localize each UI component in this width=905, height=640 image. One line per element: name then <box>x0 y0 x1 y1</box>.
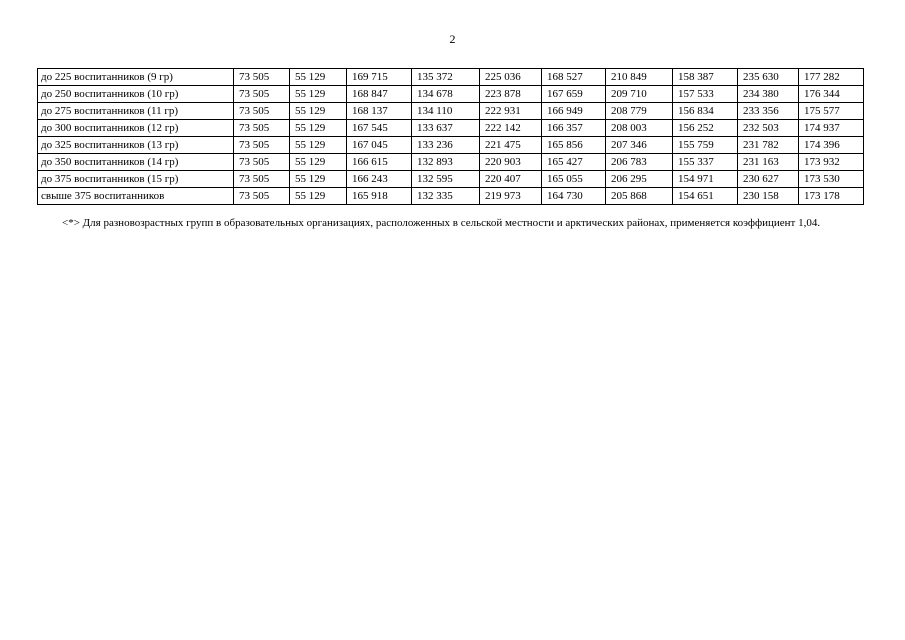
row-label: до 275 воспитанников (11 гр) <box>38 103 234 120</box>
table-cell: 207 346 <box>606 137 673 154</box>
table-cell: 166 615 <box>347 154 412 171</box>
row-label: до 250 воспитанников (10 гр) <box>38 86 234 103</box>
table-cell: 219 973 <box>480 188 542 205</box>
table-cell: 55 129 <box>290 69 347 86</box>
row-label: до 350 воспитанников (14 гр) <box>38 154 234 171</box>
table-cell: 55 129 <box>290 120 347 137</box>
table-cell: 156 834 <box>673 103 738 120</box>
table-body <box>38 69 864 205</box>
table-row <box>38 137 864 154</box>
table-row <box>38 103 864 120</box>
table-cell: 221 475 <box>480 137 542 154</box>
table-cell: 165 427 <box>542 154 606 171</box>
row-label: свыше 375 воспитанников <box>38 188 234 205</box>
table-row <box>38 86 864 103</box>
table-cell: 166 949 <box>542 103 606 120</box>
table-cell: 173 530 <box>799 171 864 188</box>
table-cell: 235 630 <box>738 69 799 86</box>
table-cell: 55 129 <box>290 154 347 171</box>
table-cell: 233 356 <box>738 103 799 120</box>
table-cell: 73 505 <box>234 86 290 103</box>
table-cell: 166 243 <box>347 171 412 188</box>
table-cell: 173 178 <box>799 188 864 205</box>
table-row <box>38 69 864 86</box>
table-cell: 222 931 <box>480 103 542 120</box>
table-cell: 73 505 <box>234 154 290 171</box>
table-cell: 132 893 <box>412 154 480 171</box>
table-cell: 231 782 <box>738 137 799 154</box>
table-cell: 168 847 <box>347 86 412 103</box>
table-row <box>38 171 864 188</box>
table-cell: 55 129 <box>290 86 347 103</box>
table-cell: 223 878 <box>480 86 542 103</box>
table-cell: 205 868 <box>606 188 673 205</box>
table-cell: 166 357 <box>542 120 606 137</box>
table-cell: 132 335 <box>412 188 480 205</box>
table-cell: 55 129 <box>290 137 347 154</box>
table-cell: 73 505 <box>234 188 290 205</box>
table-cell: 206 295 <box>606 171 673 188</box>
table-cell: 225 036 <box>480 69 542 86</box>
table-cell: 208 779 <box>606 103 673 120</box>
table-cell: 55 129 <box>290 171 347 188</box>
table-cell: 164 730 <box>542 188 606 205</box>
row-label: до 375 воспитанников (15 гр) <box>38 171 234 188</box>
table-cell: 134 678 <box>412 86 480 103</box>
table-cell: 73 505 <box>234 103 290 120</box>
table-row <box>38 120 864 137</box>
table-cell: 73 505 <box>234 120 290 137</box>
table-cell: 175 577 <box>799 103 864 120</box>
table-cell: 210 849 <box>606 69 673 86</box>
table-cell: 177 282 <box>799 69 864 86</box>
table-cell: 165 055 <box>542 171 606 188</box>
table-cell: 73 505 <box>234 171 290 188</box>
table-cell: 176 344 <box>799 86 864 103</box>
table-cell: 222 142 <box>480 120 542 137</box>
table-cell: 133 637 <box>412 120 480 137</box>
table-cell: 165 918 <box>347 188 412 205</box>
table-cell: 230 627 <box>738 171 799 188</box>
table-cell: 55 129 <box>290 188 347 205</box>
row-label: до 300 воспитанников (12 гр) <box>38 120 234 137</box>
table-cell: 234 380 <box>738 86 799 103</box>
table-cell: 154 651 <box>673 188 738 205</box>
table-cell: 155 759 <box>673 137 738 154</box>
table-cell: 174 937 <box>799 120 864 137</box>
table-cell: 157 533 <box>673 86 738 103</box>
table-cell: 73 505 <box>234 137 290 154</box>
table-cell: 169 715 <box>347 69 412 86</box>
table-cell: 167 659 <box>542 86 606 103</box>
table-cell: 174 396 <box>799 137 864 154</box>
table-cell: 168 527 <box>542 69 606 86</box>
table-cell: 173 932 <box>799 154 864 171</box>
footnote: <*> Для разновозрастных групп в образовательных организациях, расположенных в сельской местности и арктических районах, применяется коэффициент 1,04. <box>62 217 821 229</box>
table-cell: 156 252 <box>673 120 738 137</box>
page-number: 2 <box>449 32 456 46</box>
table-cell: 167 045 <box>347 137 412 154</box>
table-cell: 154 971 <box>673 171 738 188</box>
table-cell: 165 856 <box>542 137 606 154</box>
table-cell: 134 110 <box>412 103 480 120</box>
table-cell: 133 236 <box>412 137 480 154</box>
table-cell: 208 003 <box>606 120 673 137</box>
table-cell: 232 503 <box>738 120 799 137</box>
table-cell: 209 710 <box>606 86 673 103</box>
table-cell: 168 137 <box>347 103 412 120</box>
table-cell: 220 903 <box>480 154 542 171</box>
row-label: до 325 воспитанников (13 гр) <box>38 137 234 154</box>
table-cell: 158 387 <box>673 69 738 86</box>
table-cell: 230 158 <box>738 188 799 205</box>
norms-table <box>37 68 864 205</box>
table-cell: 231 163 <box>738 154 799 171</box>
row-label: до 225 воспитанников (9 гр) <box>38 69 234 86</box>
table-cell: 132 595 <box>412 171 480 188</box>
table-row <box>38 188 864 205</box>
table-cell: 155 337 <box>673 154 738 171</box>
table-cell: 55 129 <box>290 103 347 120</box>
table-row <box>38 154 864 171</box>
table-cell: 167 545 <box>347 120 412 137</box>
table-cell: 220 407 <box>480 171 542 188</box>
table-cell: 135 372 <box>412 69 480 86</box>
table-cell: 73 505 <box>234 69 290 86</box>
table-cell: 206 783 <box>606 154 673 171</box>
